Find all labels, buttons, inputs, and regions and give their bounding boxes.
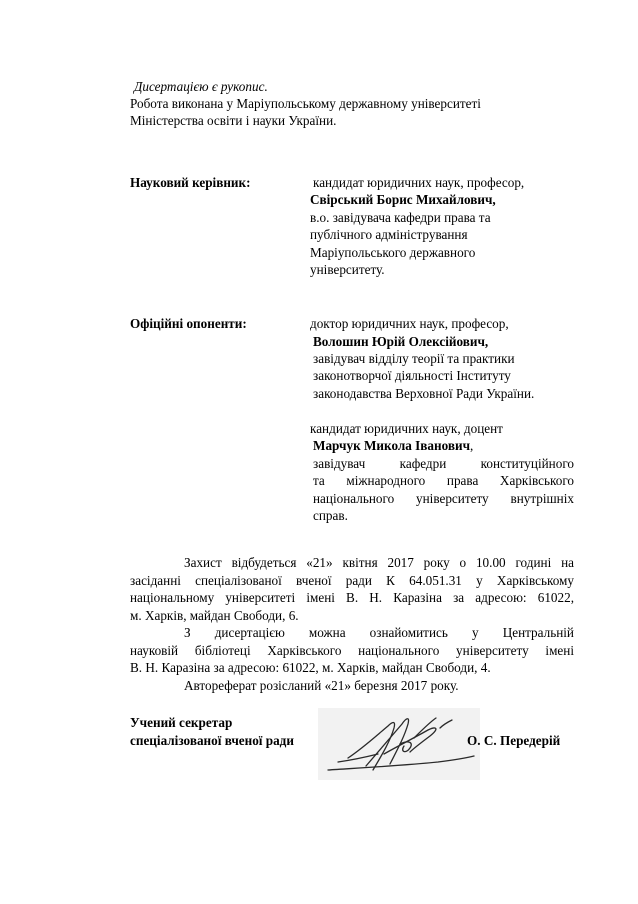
defense-line-2: засіданні спеціалізованої вченої ради К 64.051.31 у Харківському (130, 573, 574, 588)
opponent-1-position-1: завідувач відділу теорії та практики (313, 351, 515, 366)
defense-line-3: національному університеті імені В. Н. Каразіна за адресою: 61022, (130, 590, 574, 605)
supervisor-position-4: університету. (310, 262, 385, 277)
opponent-2-position-4: справ. (313, 508, 348, 523)
abstract-sent-line: Автореферат розісланий «21» березня 2017 року. (184, 678, 459, 693)
secretary-title-2: спеціалізованої вченої ради (130, 733, 294, 748)
opponent-2-position-2: та міжнародного права Харківського (313, 473, 574, 488)
library-line-1: З дисертацією можна ознайомитись у Центральній (184, 625, 574, 640)
manuscript-note: Дисертацією є рукопис. (134, 79, 268, 94)
opponent-2-position-3: національного університету внутрішніх (313, 491, 574, 506)
supervisor-position-3: Маріупольського державного (310, 245, 476, 260)
opponents-label: Офіційні опоненти: (130, 316, 247, 331)
opponent-1-degree: доктор юридичних наук, професор, (310, 316, 509, 331)
supervisor-label: Науковий керівник: (130, 175, 251, 190)
opponent-1-name: Волошин Юрій Олексійович, (313, 334, 489, 349)
intro-line-2: Міністерства освіти і науки України. (130, 113, 337, 128)
secretary-title-1: Учений секретар (130, 715, 233, 730)
signature-image (318, 708, 480, 780)
supervisor-position-1: в.о. завідувача кафедри права та (310, 210, 491, 225)
opponent-2-degree: кандидат юридичних наук, доцент (310, 421, 503, 436)
supervisor-position-2: публічного адміністрування (310, 227, 468, 242)
opponent-1-position-2: законотворчої діяльності Інституту (313, 368, 511, 383)
defense-line-1: Захист відбудеться «21» квітня 2017 року о 10.00 годині на (184, 555, 574, 570)
opponent-2-position-1: завідувач кафедри конституційного (313, 456, 574, 471)
opponent-1-position-3: законодавства Верховної Ради України. (313, 386, 535, 401)
library-line-3: В. Н. Каразіна за адресою: 61022, м. Харків, майдан Свободи, 4. (130, 660, 491, 675)
opponent-2-name-comma: , (470, 438, 474, 453)
library-line-2: науковій бібліотеці Харківського національного університету імені (130, 643, 574, 658)
supervisor-degree: кандидат юридичних наук, професор, (313, 175, 525, 190)
opponent-2-name-line (313, 438, 473, 454)
intro-line-1: Робота виконана у Маріупольському державному університеті (130, 96, 481, 111)
supervisor-name: Свірський Борис Михайлович, (310, 192, 496, 207)
defense-line-4: м. Харків, майдан Свободи, 6. (130, 608, 299, 623)
secretary-name: О. С. Передерій (467, 733, 561, 748)
opponent-2-name: Марчук Микола Іванович (313, 438, 471, 453)
